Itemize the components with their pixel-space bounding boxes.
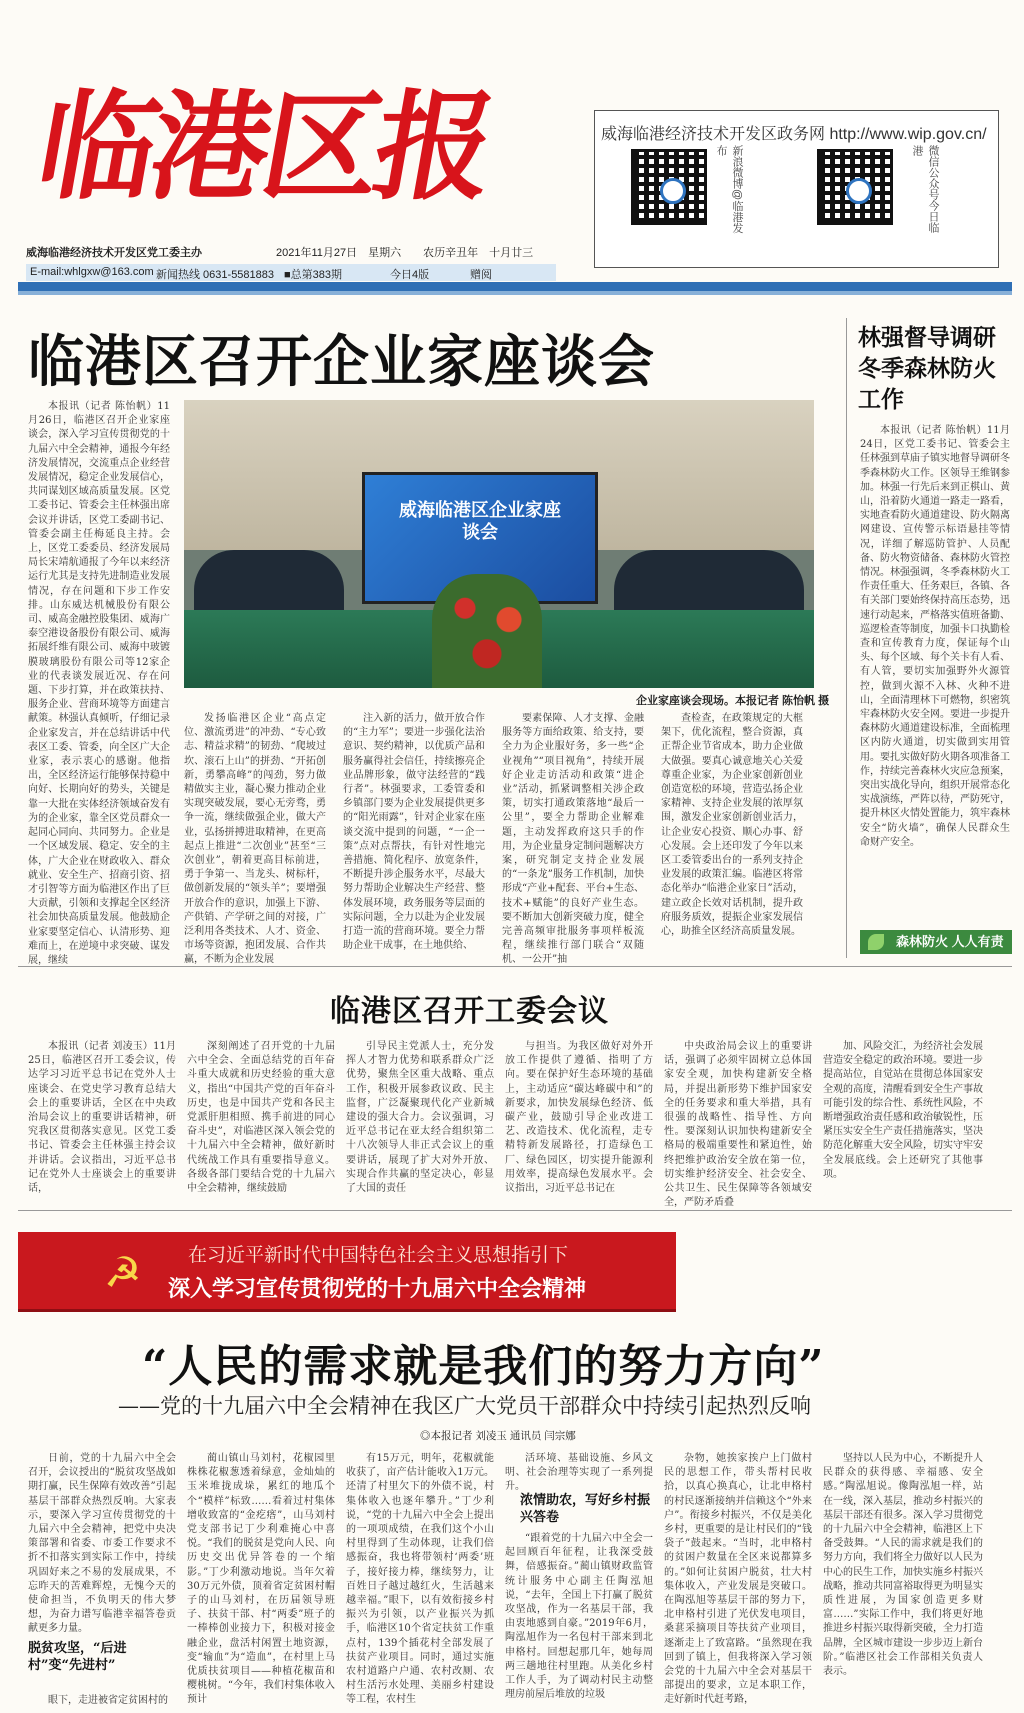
article2-col6: 加、风险交汇，为经济社会发展营造安全稳定的政治环境。要进一步提高站位，自觉站在贯彻总体国家安全观的高度，清醒看到安全生产事故可能引发的综合性、系统性风险，不断增强政治责任感和政治敏锐性，压紧压实安全生产责任措施落实，坚决防范化解重大安全风险，切实守牢安全发展底线。会上还研究了其他事项。 [823, 1041, 983, 1180]
masthead-contact-row [26, 264, 556, 281]
article3-col4-body: “跟着党的十九届六中全会一起回顾百年征程，让我深受鼓舞，倍感振奋。”蔺山镇财政监管统计服务中心副主任陶泓旭说，“去年，全国上下打赢了脱贫攻坚战，作为一名基层干部，我由衷地感到自豪。”2019年6月，陶泓旭作为一名包村干部来到北申格村。回想起那几年，她每周两三趟地往村里跑。从美化乡村工作人手，为了调动村民主动整理房前屋后堆放的垃圾 [505, 1533, 653, 1701]
weibo-qr-code [631, 149, 707, 225]
article3-headline: “人民的需求就是我们的努力方向” [142, 1341, 825, 1392]
party-emblem-icon: ☭ [104, 1248, 142, 1297]
forest-fire-slogan: 森林防火 人人有责 [860, 930, 1012, 954]
masthead-divider-light [18, 291, 1012, 295]
gift-label: 赠阅 [470, 269, 492, 281]
page-count: 今日4版 [390, 269, 430, 281]
email-text: E-mail:whlgxw@163.com [30, 266, 154, 278]
sponsor-text: 威海临港经济技术开发区党工委主办 [26, 247, 202, 259]
article3-col5: 杂物，她挨家挨户上门做村民的思想工作，带头帮村民收拾，以真心换真心，让北申格村的村民逐渐接纳并信赖这个“外来户”。衔接乡村振兴，不仅是美化乡村，更重要的是让村民们的“钱袋子”鼓起来。“当时，北申格村的贫困户数量在全区来说都算多的。”如何让贫困户脱贫，壮大村集体收入，产业发展是突破口。在陶泓旭等基层干部的努力下，北申格村引进了光伏发电项目，桑葚采摘项目等扶贫产业项目，逐渐走上了致富路。“虽然现在我回到了镇上，但我将深入学习领会党的十九届六中全会对基层干部提出的要求，立足本职工作，走好新时代赶考路， [664, 1453, 812, 1706]
article1-col1: 本报讯（记者 陈怡帆）11月26日，临港区召开企业家座谈会，深入学习宣传贯彻党的十九届六中全会精神，通报今年经济发展情况，交流重点企业经营发展情况，稳定企业发展信心，共同谋划区域高质量发展。区党工委书记、管委会主任林强出席会议并讲话，区党工委副书记、管委会副主任梅延良主持。会上，区党工委委员、经济发展局局长宋靖航通报了今年以来经济运行尤其是支持先进制造业发展情况，存在问题和下步工作安排。山东威达机械股份有限公司、威高金融控股集团、威海广泰空港设备股份有限公司、威海拓展纤维有限公司、威海中玻镀膜玻璃股份有限公司等12家企业的代表谈发展近况、存在问题、下步打算，并在政策扶持、服务企业、营商环境等方面建言献策。林强认真倾听，仔细记录企业家发言，并在总结讲话中代表区工委、管委，向全区广大企业家，表示衷心的感谢。他指出，全区经济运行能够保持稳中向好、长期向好的势头，关键是靠一大批在实体经济领域奋发有为的企业家，靠全区党员群众一起同心同向、共同努力。企业是一个区域发展、稳定、安全的主体，广大企业在财政收入、群众就业、安全生产、招商引资、招才引智等方面为临港区作出了巨大贡献，引领和支撑起全区经济社会加快高质量发展。他鼓励企业家要坚定信心、认清形势、迎难而上，在逆境中求突破、谋发展，继续 [28, 401, 170, 966]
photo-caption: 企业家座谈会现场。本报记者 陈怡帆 摄 [636, 695, 830, 707]
article3-col4-subhead: 浓情助农，写好乡村振兴答卷 [520, 1493, 651, 1525]
weibo-qr-caption: 新浪微博@临港发布 [715, 145, 743, 234]
article3-col1-subhead: 脱贫攻坚，“后进村”变“先进村” [28, 1641, 127, 1673]
masthead-info-box [594, 110, 999, 268]
issue-date: 2021年11月27日 星期六 农历辛丑年 十月廿三 [276, 247, 534, 259]
article2-col1: 本报讯（记者 刘凌玉）11月25日，临港区召开工委会议，传达学习习近平总书记在党外人士座谈会、在党史学习教育总结大会上的重要讲话，全区在中央政治局会议上的重要讲话精神，研究我区贯彻落实意见。区党工委书记、管委会主任林强主持会议并讲话。会议指出，习近平总书记在党外人士座谈会上的重要讲话， [28, 1041, 176, 1195]
article3-subheadline: ——党的十九届六中全会精神在我区广大党员干部群众中持续引起热烈反响 [118, 1394, 811, 1418]
photo-screen-title: 威海临港区企业家座谈会 [399, 500, 561, 542]
article2-col4: 与担当。为我区做好对外开放工作提供了遵循、指明了方向。要在保护好生态环境的基础上，主动适应“碳达峰碳中和”的新要求，加快发展绿色经济、低碳产业，鼓励引导企业改进工艺、改造技术、优化流程，走专精特新发展路径，打造绿色工厂、绿色园区，切实提升能源利用效率，提高绿色发展水平。会议指出，习近平总书记在 [505, 1041, 653, 1195]
article3-col3: 有15万元，明年，花椒就能收获了，亩产估计能收入1万元。还清了村里欠下的外债不说，村集体收入也逐年攀升。”丁少利说，“党的十九届六中全会上提出的一项项成绩，在我们这个小山村里得到了生动体现，让我们倍感振奋，我也将带领村‘两委’班子，接好接力棒，继续努力，让百姓日子越过越红火，生活越来越幸福。”眼下，以有效衔接乡村振兴为引领，以产业振兴为抓手，临港区10个省定扶贫工作重点村，139个插花村全部发展了扶贫产业项目。同时，通过实施农村道路户户通、农村改厕、农村生活污水处理、美丽乡村建设等工程，农村生 [346, 1453, 494, 1706]
meeting-photo [184, 400, 814, 688]
theme-banner [18, 1232, 676, 1312]
article3-col1: 日前，党的十九届六中全会召开，会议授出的“脱贫攻坚战如期打赢，民生保障有效改善”引起基层干部群众热烈反响。大家表示，要深入学习宣传贯彻党的十九届六中全会精神，把党中央决策部署和省委、市委工作要求不折不扣落实到实际工作中，持续巩固好来之不易的发展成果，不忘昨天的苦难辉煌，无愧今天的使命担当，不负明天的伟大梦想，为奋力谱写临港幸福答卷贡献更多力量。 [28, 1453, 176, 1635]
section-rule-2 [18, 1210, 1012, 1211]
article2-headline: 临港区召开工委会议 [330, 994, 609, 1029]
hotline-text: 新闻热线 0631-5581883 [156, 269, 275, 281]
website-link[interactable]: 威海临港经济技术开发区政务网 http://www.wip.gov.cn/ [601, 126, 987, 143]
side-article-body: 本报讯（记者 陈怡帆）11月24日，区党工委书记、管委会主任林强到草庙子镇实地督导调研冬季森林防火工作。区领导王维钢参加。林强一行先后来到正棋山、黄山，沿着防火通道一路走一路看，实地查看防火通道建设、防火隔离网建设、宣传警示标语悬挂等情况，详细了解巡防管护、人员配备、防火物资储备、森林防火管控情况。林强强调，冬季森林防火工作责任重大、任务艰巨，各镇、各有关部门要始终保持高压态势，迅速行动起来，严格落实值班备勤、巡逻检查等制度，加强卡口执勤检查和宣传教育力度，保证每个山头、每个区域、每个关卡有人看、有人管，要切实加强野外火源管控，做到火源不入林、火种不进山，全面清理林下可燃物，织密筑牢森林防火安全网。要进一步提升森林防火通道建设标准，全面梳理区内防火通道，切实做到实用管用。要扎实做好防火期各项准备工作，持续完善森林火灾应急预案，突出实战化导向，组织开展常态化实战演练，严阵以待，严防死守，提升林区火情处置能力，筑牢森林安全“防火墙”，确保人民群众生命财产安全。 [860, 425, 1010, 848]
article2-col3: 引导民主党派人士，充分发挥人才智力优势和联系群众广泛优势，聚焦全区重大战略、重点工作，积极开展参政议政、民主监督，广泛凝聚现代化产业新城建设的强大合力。会议强调，习近平总书记在亚太经合组织第二十八次领导人非正式会议上的重要讲话，展现了扩大对外开放、实现合作共赢的坚定决心，彰显了大国的责任 [346, 1041, 494, 1195]
article1-headline: 临港区召开企业家座谈会 [28, 329, 655, 395]
article3-byline: ◎本报记者 刘凌玉 通讯员 闫宗娜 [420, 1430, 576, 1442]
column-rule [846, 318, 847, 958]
photo-flowers [432, 574, 542, 688]
article3-col4: 活环境、基础设施、乡风文明、社会治理等实现了一系列提升。 [505, 1453, 653, 1493]
article2-col5: 中央政治局会议上的重要讲话，强调了必须牢固树立总体国家安全观，加快构建新安全格局，并提出新形势下维护国家安全的任务要求和重大举措，具有很强的战略性、指导性、方向性。要深刻认识加快构建新安全格局的极端重要性和紧迫性，始终把维护政治安全放在第一位，切实维护经济安全、社会安全、公共卫生、民生保障等各领域安全，严防矛盾叠 [664, 1041, 812, 1209]
banner-line1: 在习近平新时代中国特色社会主义思想指引下 [188, 1245, 569, 1266]
article1-col5: 查检查，在政策规定的大框架下，优化流程，整合资源，真正帮企业节省成本，助力企业做大做强。要真心诚意地关心关爱尊重企业家，为企业家创新创业创造宽松的环境，营造弘扬企业家精神、支持企业发展的浓厚氛围，激发企业家创新创业活力，让企业安心投资、顺心办事、舒心发展。会上还印发了今年以来区工委管委出台的一系列支持企业发展的政策汇编。临港区将常态化举办“临港企业家日”活动，建立政企长效对话机制，提升政府服务质效，提振企业家发展信心，助推全区经济高质量发展。 [661, 713, 803, 938]
article3-col1-tail: 眼下，走进被省定贫困村的 [48, 1695, 168, 1706]
wechat-qr-caption: 微信公众号今日临港 [911, 145, 939, 233]
article3-col6: 坚持以人民为中心，不断提升人民群众的获得感、幸福感、安全感。”陶泓旭说。像陶泓旭一样，站在一线，深入基层，推动乡村振兴的基层干部还有很多。深入学习贯彻党的十九届六中全会精神，临港区上下备受鼓舞。“人民的需求就是我们的努力方向，我们将全力做好以人民为中心的民生工作，加快实施乡村振兴战略，推动共同富裕取得更为明显实质性进展，为国家创造更多财富……”实际工作中，我们将更好地推进乡村振兴取得新突破，全力打造品牌，全区城市建设一步步迈上新台阶。”临港区社会工作部相关负责人表示。 [823, 1453, 983, 1678]
masthead-divider [18, 282, 1012, 291]
article1-col3: 注入新的活力，做开放合作的“主力军”；要进一步强化法治意识、契约精神，以优质产品和服务赢得社会信任，持续擦亮企业品牌形象，做守法经营的“践行者”。林强要求，工委管委和乡镇部门要为企业发展提供更多的“阳光雨露”，针对企业家在座谈交流中提到的问题，“一企一策”点对点帮扶，有针对性地完善措施、简化程序、放宽条件，不断提升涉企服务水平，尽最大努力帮助企业解决生产经营、整体发展环境，政务服务等层面的实际问题，全力以赴为企业发展打造一流的营商环境。要全力帮助企业干成事，在土地供给、 [343, 713, 485, 952]
article3-col2: 蔺山镇山马刘村，花椒园里株株花椒葱透着绿意，金灿灿的玉米堆拢成垛，累红的地瓜个个“模样”标致……看着过村集体增收致富的“金疙瘩”，山马刘村党支部书记丁少利难掩心中喜悦。“我们的脱贫是党向人民、向历史交出优异答卷的一个缩影。”丁少利激动地说。当年欠着30万元外债，顶着省定贫困村帽子的山马刘村，在历届领导班子、扶贫干部、村“两委”班子的一棒棒创业接力下，积极对接金融企业，盘活村闲置土地资源，变“输血”为“造血”，在村里上马优质扶贫项目——种植花椒苗和樱桃树。“今年，我们村集体收入预计 [187, 1453, 335, 1706]
issue-number: ■总第383期 [284, 269, 342, 281]
article1-col4: 要素保障、人才支撑、金融服务等方面给政策、给支持，要全力为企业服好务，多一些“企业视角”“项目视角”，持续开展好企业走访活动和政策“进企业”活动，抓紧调整相关涉企政策，切实打通政策落地“最后一公里”，要全力帮助企业解难题，主动发挥政府这只手的作用，为企业量身定制问题解决方案，研究制定支持企业发展的“一条龙”服务工作机制，加快形成“产业+配套、平台+生态、技术+赋能”的良好产业生态。要不断加大创新突破力度，健全完善高频审批服务事项样板流程，继续推行部门联合“双随机、一公开”抽 [502, 713, 644, 966]
article2-col2: 深刻阐述了召开党的十九届六中全会、全面总结党的百年奋斗重大成就和历史经验的重大意义，指出“中国共产党的百年奋斗历史，也是中国共产党和各民主党派肝胆相照、携手前进的同心奋斗史”，对临港区深入领会党的十九届六中全会精神，做好新时代统战工作具有重要指导意义。各级各部门要结合党的十九届六中全会精神，继续鼓励 [187, 1041, 335, 1195]
section-rule-1 [18, 966, 1012, 967]
article1-col2: 发扬临港区企业“高点定位、激流勇进”的冲劲、“专心致志、精益求精”的韧劲、“爬坡过坎、滚石上山”的拼劲、“开拓创新，勇攀高峰”的闯劲，努力做精做实主业，凝心聚力推动企业实现突破发展，要心无旁骛，勇争一流，继续做强企业，做大产业，弘扬拼搏进取精神，在更高起点上推进“二次创业”甚至“三次创业”，朝着更高目标前进，勇于争第一、当龙头、树标杆，做创新发展的“领头羊”；要增强开放合作的意识，加强上下游、产供销、产学研之间的对接，广泛利用各类技术、人才、资金、市场等资源，抱团发展、合作共赢，不断为企业发展 [184, 713, 326, 966]
wechat-qr-code [817, 149, 893, 225]
newspaper-logo: 临港区报 [27, 77, 501, 216]
banner-line2: 深入学习宣传贯彻党的十九届六中全会精神 [168, 1276, 587, 1301]
side-article-headline: 林强督导调研冬季森林防火工作 [858, 324, 996, 413]
